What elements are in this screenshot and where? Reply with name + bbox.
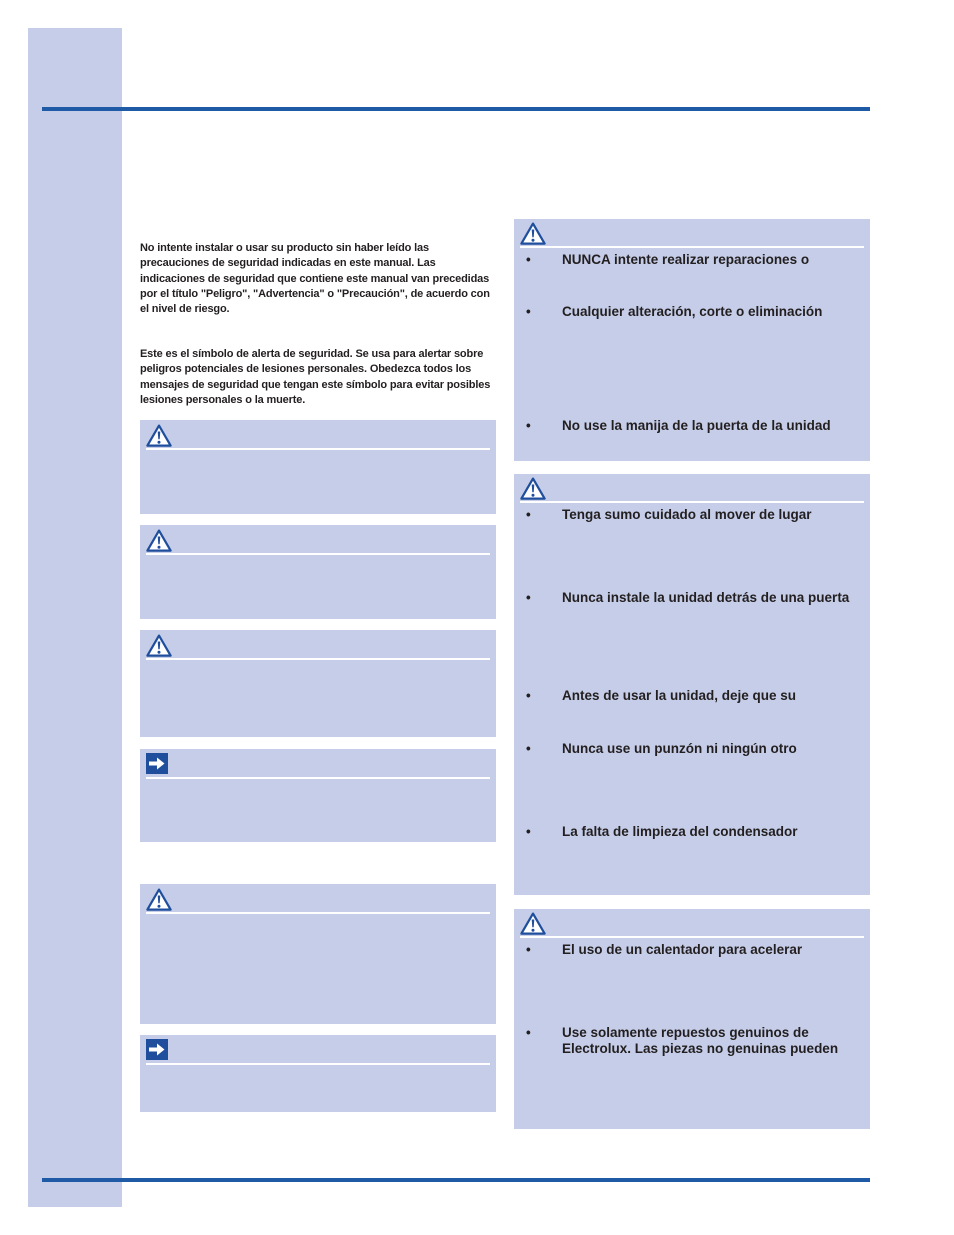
warning-triangle-icon: [146, 888, 172, 911]
box-header-rule: [146, 749, 490, 779]
bullet-dot: •: [526, 590, 531, 605]
warning-triangle-icon: [520, 477, 546, 500]
box-header-rule: [146, 525, 490, 555]
safety-box-2: [140, 525, 496, 619]
list-item-text-continued: Electrolux. Las piezas no genuinas pueden: [562, 1040, 839, 1056]
list-item-text: Antes de usar la unidad, deje que su: [562, 688, 797, 703]
list-item-text: Nunca instale la unidad detrás de una puerta: [562, 590, 850, 605]
left-margin-band: [28, 28, 122, 1207]
bullet-dot: •: [526, 824, 531, 839]
warning-triangle-icon: [146, 634, 172, 657]
bullet-dot: •: [526, 688, 531, 703]
box-header-rule: [146, 884, 490, 914]
safety-box-1: [140, 420, 496, 514]
box-header-rule: [520, 219, 864, 248]
bullet-dot: •: [526, 252, 531, 267]
warning-triangle-icon: [146, 529, 172, 552]
safety-box-3: [140, 630, 496, 737]
bullet-dot: •: [526, 1025, 531, 1040]
warning-box-1: [514, 219, 870, 461]
list-item-text: Nunca use un punzón ni ningún otro: [562, 741, 797, 756]
arrow-right-icon: [146, 1039, 168, 1060]
note-box-2: [140, 1035, 496, 1112]
list-item-text: No use la manija de la puerta de la unidad: [562, 418, 831, 433]
alert-symbol-paragraph: Este es el símbolo de alerta de seguridad. Se usa para alertar sobre peligros potenciales de lesiones personales. Obedezca todos los mensajes de seguridad que tengan este símbolo para evitar posibles lesiones personales o la muerte.: [140, 348, 491, 406]
bullet-dot: •: [526, 507, 531, 522]
list-item-text: Use solamente repuestos genuinos de: [562, 1025, 809, 1040]
bullet-dot: •: [526, 418, 531, 433]
list-item-text: NUNCA intente realizar reparaciones o: [562, 252, 810, 267]
list-item-text: La falta de limpieza del condensador: [562, 824, 798, 839]
warning-triangle-icon: [520, 222, 546, 245]
box-header-rule: [146, 630, 490, 660]
warning-triangle-icon: [520, 912, 546, 935]
bullet-dot: •: [526, 942, 531, 957]
list-item-text: El uso de un calentador para acelerar: [562, 942, 803, 957]
bullet-dot: •: [526, 741, 531, 756]
box-header-rule: [520, 909, 864, 938]
box-header-rule: [146, 420, 490, 450]
safety-box-4: [140, 884, 496, 1024]
note-box-1: [140, 749, 496, 842]
box-header-rule: [520, 474, 864, 503]
list-item-text: Tenga sumo cuidado al mover de lugar: [562, 507, 812, 522]
footer-rule: [42, 1178, 870, 1182]
warning-triangle-icon: [146, 424, 172, 447]
intro-paragraph: No intente instalar o usar su producto sin haber leído las precauciones de seguridad indicadas en este manual. Las indicaciones de seguridad que contiene este manual van precedidas por el título "Peligro", "Advertencia" o "Precaución", de acuerdo con el nivel de riesgo.: [140, 242, 490, 316]
bullet-dot: •: [526, 304, 531, 319]
warning-box-2: [514, 474, 870, 895]
header-rule: [42, 107, 870, 111]
warning-box-3: [514, 909, 870, 1129]
list-item-text: Cualquier alteración, corte o eliminación: [562, 304, 823, 319]
arrow-right-icon: [146, 753, 168, 774]
box-header-rule: [146, 1035, 490, 1065]
